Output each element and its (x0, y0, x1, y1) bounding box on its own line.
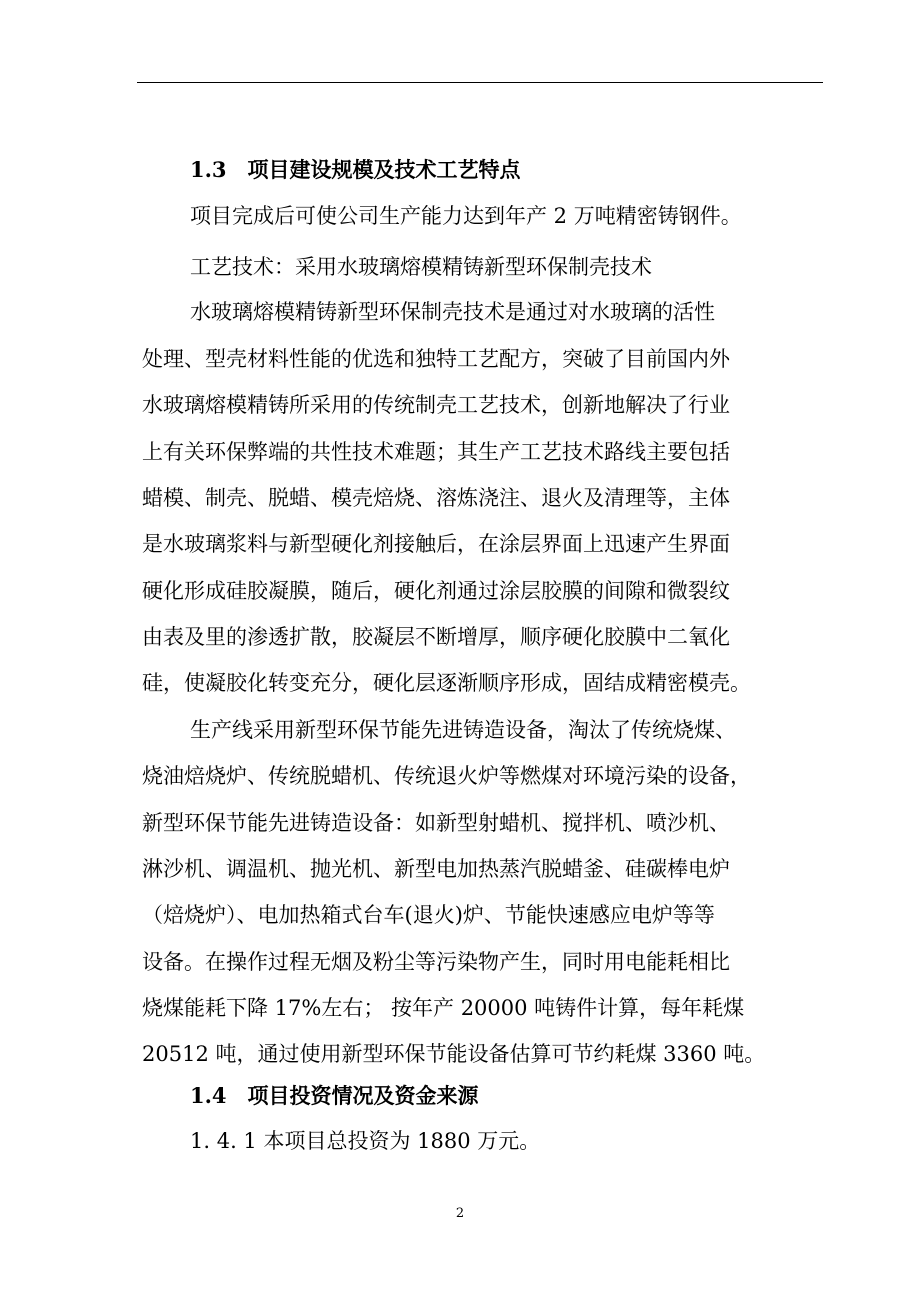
process-title-line: 工艺技术：采用水玻璃熔模精铸新型环保制壳技术 (190, 255, 652, 279)
text-line: 处理、型壳材料性能的优选和独特工艺配方，突破了目前国内外 (142, 347, 730, 371)
text-line: 新型环保节能先进铸造设备：如新型射蜡机、搅拌机、喷沙机、 (142, 811, 730, 835)
text-line: 水玻璃熔模精铸所采用的传统制壳工艺技术，创新地解决了行业 (142, 393, 730, 417)
text-line: 烧油焙烧炉、传统脱蜡机、传统退火炉等燃煤对环境污染的设备， (142, 764, 751, 788)
text-line: 硅，使凝胶化转变充分，硬化层逐渐顺序形成，固结成精密模壳。 (142, 671, 751, 695)
text-line: （焙烧炉）、电加热箱式台车(退火)炉、节能快速感应电炉等等 (142, 903, 715, 927)
text-line: 水玻璃熔模精铸新型环保制壳技术是通过对水玻璃的活性 (190, 300, 715, 324)
text-line: 是水玻璃浆料与新型硬化剂接触后，在涂层界面上迅速产生界面 (142, 532, 730, 556)
investment-line: 1. 4. 1 本项目总投资为 1880 万元。 (190, 1129, 541, 1153)
text-line: 淋沙机、调温机、抛光机、新型电加热蒸汽脱蜡釜、硅碳棒电炉 (142, 857, 730, 881)
text-line: 蜡模、制壳、脱蜡、模壳焙烧、溶炼浇注、退火及清理等，主体 (142, 486, 730, 510)
capacity-line: 项目完成后可使公司生产能力达到年产 2 万吨精密铸钢件。 (190, 204, 742, 228)
text-line: 上有关环保弊端的共性技术难题；其生产工艺技术路线主要包括 (142, 440, 730, 464)
text-line: 硬化形成硅胶凝膜，随后，硬化剂通过涂层胶膜的间隙和微裂纹 (142, 579, 730, 603)
section-heading-1-4: 1.4 项目投资情况及资金来源 (190, 1083, 479, 1108)
text-line: 由表及里的渗透扩散，胶凝层不断增厚，顺序硬化胶膜中二氧化 (142, 625, 730, 649)
page-number: 2 (455, 1206, 465, 1221)
text-line: 烧煤能耗下降 17%左右； 按年产 20000 吨铸件计算，每年耗煤 (142, 996, 745, 1020)
text-line: 设备。在操作过程无烟及粉尘等污染物产生，同时用电能耗相比 (142, 950, 730, 974)
text-line: 生产线采用新型环保节能先进铸造设备，淘汰了传统烧煤、 (190, 718, 736, 742)
header-rule (137, 82, 823, 83)
section-heading-1-3: 1.3 项目建设规模及技术工艺特点 (190, 157, 521, 182)
text-line: 20512 吨，通过使用新型环保节能设备估算可节约耗煤 3360 吨。 (142, 1042, 766, 1066)
